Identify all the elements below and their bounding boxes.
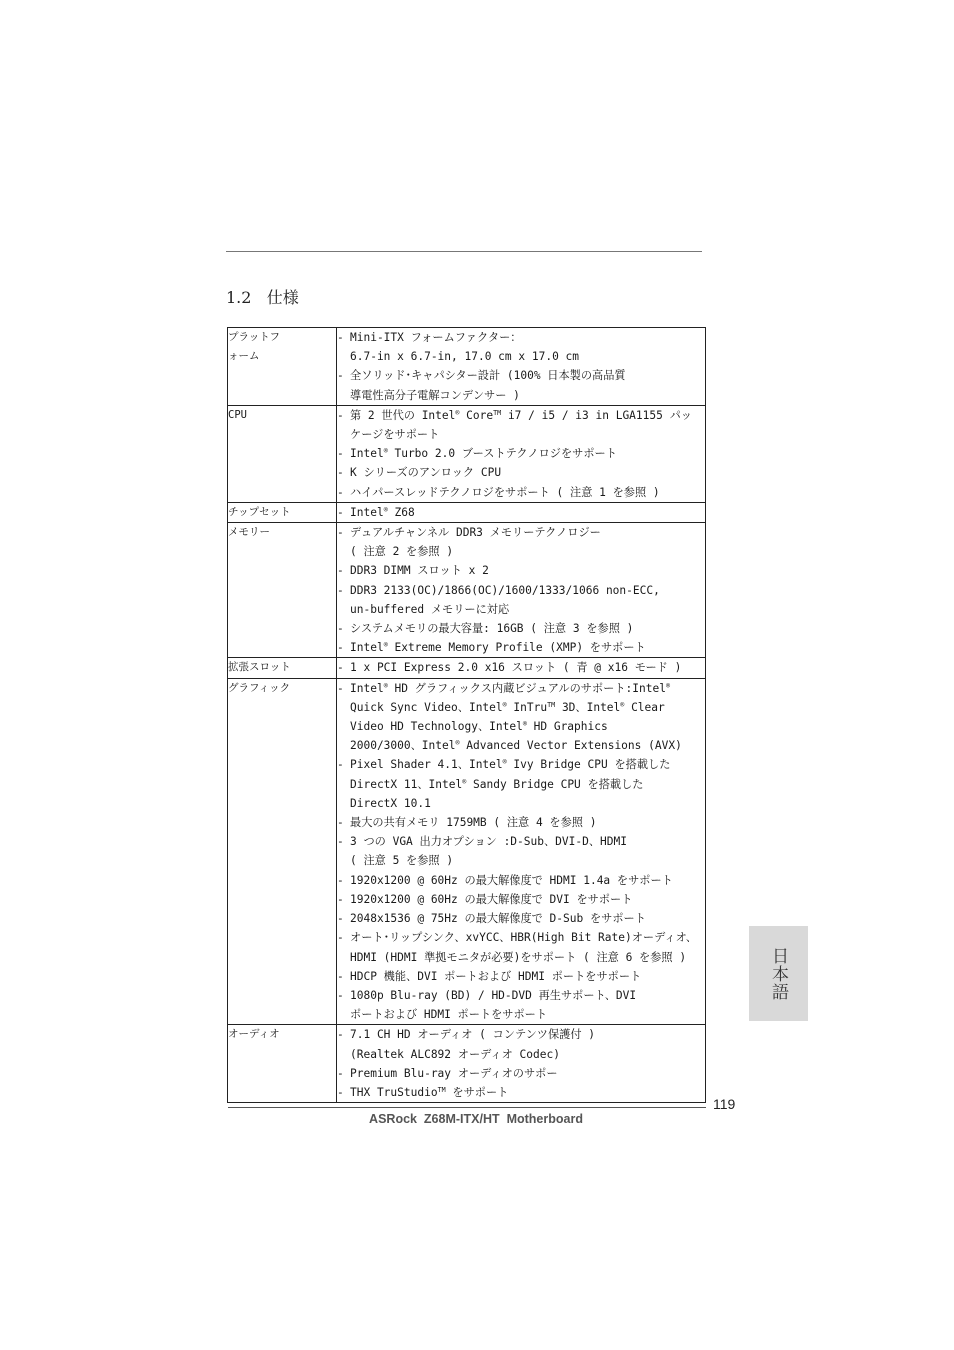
spec-bullet-line: [337, 483, 705, 502]
spec-text: (Realtek ALC892 オーディオ Codec): [350, 1047, 560, 1061]
spec-text: をサポート: [445, 1085, 509, 1099]
section-heading: [226, 285, 299, 308]
spec-text: 第 2 世代の Intel: [350, 408, 456, 422]
spec-label-cell: [228, 658, 337, 678]
bullet-dash: -: [337, 931, 344, 945]
spec-continuation-line: [337, 425, 705, 444]
spec-row: [228, 1025, 706, 1103]
spec-continuation-line: [337, 851, 705, 870]
trademark-mark: ®: [462, 777, 467, 786]
trademark-mark: ®: [383, 505, 388, 514]
spec-text: 1920x1200 @ 60Hz の最大解像度で DVI をサポート: [350, 892, 633, 906]
spec-value-cell: [337, 405, 706, 502]
spec-text: Sandy Bridge CPU を搭載した: [466, 777, 644, 791]
spec-text: Intel: [350, 641, 384, 655]
spec-text: 最大の共有メモリ 1759MB ( 注意 4 を参照 ): [350, 816, 597, 830]
trademark-mark: ®: [502, 758, 507, 767]
spec-bullet-line: [337, 890, 705, 909]
spec-text: 1080p Blu-ray (BD) / HD-DVD 再生サポート、DVI: [350, 988, 637, 1002]
spec-label: メモリー: [228, 526, 270, 539]
spec-value-cell: [337, 523, 706, 658]
spec-bullet-line: [337, 581, 705, 600]
spec-text: 3D、Intel: [555, 700, 621, 714]
spec-text: オート･リップシンク、xvYCC、HBR(High Bit Rate)オーディオ、: [350, 931, 697, 945]
trademark-mark: ®: [383, 641, 388, 650]
spec-bullet-line: [337, 679, 705, 698]
spec-bullet-line: [337, 755, 705, 774]
spec-bullet-line: [337, 909, 705, 928]
bullet-dash: -: [337, 1066, 344, 1080]
spec-bullet-line: [337, 619, 705, 638]
spec-text: Premium Blu-ray オーディオのサポー: [350, 1066, 558, 1080]
spec-text: Core: [459, 408, 494, 422]
bullet-dash: -: [337, 583, 344, 597]
spec-label-cell: [228, 1025, 337, 1103]
spec-text: HDCP 機能、DVI ポートおよび HDMI ポートをサポート: [350, 969, 642, 983]
trademark-mark: ®: [455, 408, 460, 417]
spec-text: ( 注意 5 を参照 ): [350, 854, 454, 868]
footer-product-name: ASRock Z68M-ITX/HT Motherboard: [369, 1112, 583, 1126]
spec-bullet-line: [337, 813, 705, 832]
spec-text: ポートおよび HDMI ポートをサポート: [350, 1008, 548, 1022]
spec-bullet-line: [337, 328, 705, 347]
spec-bullet-line: [337, 1083, 705, 1102]
bullet-dash: -: [337, 873, 344, 887]
bullet-dash: -: [337, 661, 344, 675]
spec-text: HD Graphics: [526, 720, 608, 734]
spec-text: DirectX 10.1: [350, 796, 431, 810]
bullet-dash: -: [337, 1028, 344, 1042]
spec-bullet-line: [337, 406, 705, 425]
trademark-mark: ®: [502, 700, 507, 709]
spec-text: Extreme Memory Profile (XMP) をサポート: [387, 641, 646, 655]
bullet-dash: -: [337, 1085, 344, 1099]
spec-text: 1 x PCI Express 2.0 x16 スロット ( 青 @ x16 モード ): [350, 661, 682, 675]
trademark-mark: ®: [620, 700, 625, 709]
section-title: 仕様: [266, 288, 299, 307]
spec-continuation-line: [337, 600, 705, 619]
spec-bullet-line: [337, 463, 705, 482]
trademark-mark: ®: [383, 447, 388, 456]
spec-continuation-line: [337, 1005, 705, 1024]
spec-text: DDR3 DIMM スロット x 2: [350, 564, 489, 578]
spec-text: K シリーズのアンロック CPU: [350, 466, 502, 480]
spec-text: HDMI (HDMI 準拠モニタが必要)をサポート ( 注意 6 を参照 ): [350, 950, 687, 964]
spec-value-cell: [337, 658, 706, 678]
spec-text: Intel: [350, 681, 384, 695]
spec-table-body: [228, 328, 706, 1103]
spec-text: 3 つの VGA 出力オプション :D-Sub、DVI-D、HDMI: [350, 835, 627, 849]
spec-text: デュアルチャンネル DDR3 メモリーテクノロジー: [350, 526, 601, 540]
spec-continuation-line: [337, 775, 705, 794]
bullet-dash: -: [337, 641, 344, 655]
spec-bullet-line: [337, 658, 705, 677]
page-number: 119: [713, 1096, 736, 1112]
spec-value-cell: [337, 328, 706, 406]
top-rule: [226, 251, 702, 252]
bullet-dash: -: [337, 681, 344, 695]
spec-continuation-line: [337, 542, 705, 561]
spec-bullet-line: [337, 561, 705, 580]
language-side-tab: [749, 926, 808, 1021]
spec-row: [228, 405, 706, 502]
spec-label-cell: [228, 678, 337, 1025]
bullet-dash: -: [337, 892, 344, 906]
spec-text: Intel: [350, 447, 384, 461]
spec-text: HD グラフィックス内蔵ビジュアルのサポート:Intel: [387, 681, 666, 695]
spec-text: un-buffered メモリーに対応: [350, 602, 510, 616]
spec-label-cell: [228, 523, 337, 658]
spec-continuation-line: [337, 1045, 705, 1064]
spec-text: InTru: [506, 700, 548, 714]
bullet-dash: -: [337, 835, 344, 849]
spec-text: システムメモリの最大容量: 16GB ( 注意 3 を参照 ): [350, 622, 634, 636]
spec-continuation-line: [337, 386, 705, 405]
spec-text: ( 注意 2 を参照 ): [350, 545, 454, 559]
trademark-mark: ®: [455, 739, 460, 748]
spec-text: Video HD Technology、Intel: [350, 720, 523, 734]
spec-value-cell: [337, 678, 706, 1025]
spec-bullet-line: [337, 832, 705, 851]
spec-label: グラフィック: [228, 681, 291, 694]
spec-row: [228, 658, 706, 678]
spec-text: DDR3 2133(OC)/1866(OC)/1600/1333/1066 non-ECC,: [350, 583, 660, 597]
spec-label: 拡張スロット: [228, 661, 291, 674]
spec-bullet-line: [337, 503, 705, 522]
spec-bullet-line: [337, 967, 705, 986]
bullet-dash: -: [337, 816, 344, 830]
spec-text: THX TruStudio: [350, 1085, 438, 1099]
spec-label-cell: [228, 502, 337, 522]
spec-text: Quick Sync Video、Intel: [350, 700, 503, 714]
bullet-dash: -: [337, 505, 344, 519]
spec-bullet-line: [337, 986, 705, 1005]
spec-bullet-line: [337, 638, 705, 657]
spec-text: 6.7-in x 6.7-in, 17.0 cm x 17.0 cm: [350, 350, 580, 364]
bottom-rule: [228, 1107, 706, 1108]
spec-label-cell: [228, 405, 337, 502]
spec-row: [228, 678, 706, 1025]
spec-text: Pixel Shader 4.1、Intel: [350, 758, 503, 772]
trademark-mark: ®: [522, 720, 527, 729]
language-tab-label: 日本語: [768, 946, 788, 1001]
spec-row: [228, 523, 706, 658]
spec-text: 2048x1536 @ 75Hz の最大解像度で D-Sub をサポート: [350, 912, 646, 926]
bullet-dash: -: [337, 622, 344, 636]
spec-text: 1920x1200 @ 60Hz の最大解像度で HDMI 1.4a をサポート: [350, 873, 673, 887]
bullet-dash: -: [337, 988, 344, 1002]
spec-label: CPU: [228, 408, 247, 421]
trademark-mark: ®: [665, 681, 671, 690]
spec-text: Clear: [624, 700, 665, 714]
spec-bullet-line: [337, 871, 705, 890]
spec-bullet-line: [337, 366, 705, 385]
spec-label: チップセット: [228, 505, 291, 518]
bullet-dash: -: [337, 408, 344, 422]
trademark-mark: TM: [493, 408, 502, 417]
bullet-dash: -: [337, 466, 344, 480]
spec-table: [227, 327, 706, 1103]
spec-text: Intel: [350, 505, 384, 519]
spec-continuation-line: [337, 794, 705, 813]
spec-text: Mini-ITX フォームファクター：: [350, 331, 522, 344]
spec-bullet-line: [337, 928, 705, 947]
spec-label: オーディオ: [228, 1028, 280, 1041]
bullet-dash: -: [337, 331, 344, 344]
spec-bullet-line: [337, 1064, 705, 1083]
spec-bullet-line: [337, 523, 705, 542]
spec-continuation-line: [337, 717, 705, 736]
trademark-mark: TM: [547, 700, 556, 709]
spec-text: ハイパースレッドテクノロジをサポート ( 注意 1 を参照 ): [350, 485, 660, 499]
spec-continuation-line: [337, 698, 705, 717]
spec-continuation-line: [337, 347, 705, 366]
spec-value-cell: [337, 502, 706, 522]
bullet-dash: -: [337, 912, 344, 926]
spec-text: 導電性高分子電解コンデンサー ): [350, 388, 520, 402]
bullet-dash: -: [337, 969, 344, 983]
bullet-dash: -: [337, 564, 344, 578]
bullet-dash: -: [337, 526, 344, 540]
bullet-dash: -: [337, 485, 344, 499]
spec-text: 7.1 CH HD オーディオ ( コンテンツ保護付 ): [350, 1028, 596, 1042]
spec-text: 全ソリッド･キャパシター設計 (100% 日本製の高品質: [350, 369, 626, 383]
spec-value-cell: [337, 1025, 706, 1103]
spec-label: ォーム: [228, 350, 260, 363]
spec-text: Ivy Bridge CPU を搭載した: [506, 758, 671, 772]
spec-label-cell: [228, 328, 337, 406]
spec-text: Advanced Vector Extensions (AVX): [459, 739, 682, 753]
spec-text: i7 / i5 / i3 in LGA1155 パッ: [501, 408, 692, 422]
spec-text: Z68: [387, 505, 415, 519]
spec-text: Turbo 2.0 ブーストテクノロジをサポート: [387, 447, 617, 461]
bullet-dash: -: [337, 369, 344, 383]
spec-text: DirectX 11、Intel: [350, 777, 463, 791]
spec-continuation-line: [337, 736, 705, 755]
spec-row: [228, 502, 706, 522]
section-number: 1.2: [226, 288, 252, 307]
trademark-mark: ®: [383, 681, 388, 690]
spec-row: [228, 328, 706, 406]
spec-bullet-line: [337, 1025, 705, 1044]
bullet-dash: -: [337, 758, 344, 772]
spec-label: プラットフ: [228, 331, 280, 343]
trademark-mark: TM: [437, 1085, 446, 1094]
spec-text: ケージをサポート: [350, 428, 440, 442]
spec-text: 2000/3000、Intel: [350, 739, 456, 753]
bullet-dash: -: [337, 447, 344, 461]
spec-bullet-line: [337, 444, 705, 463]
spec-continuation-line: [337, 948, 705, 967]
